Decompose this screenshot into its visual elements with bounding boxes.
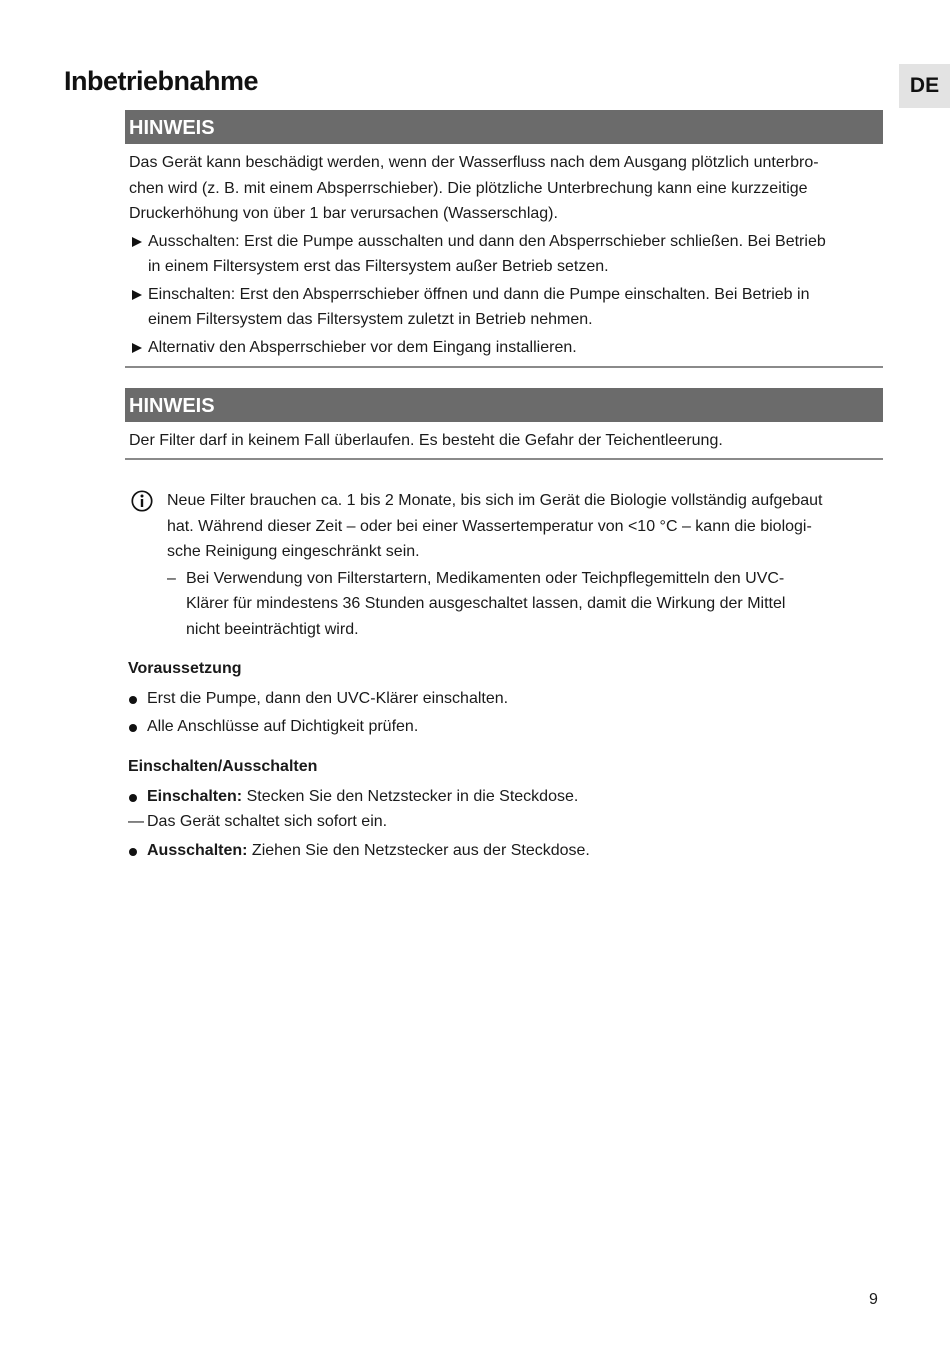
action-item (129, 229, 879, 280)
section-heading: Einschalten/Ausschalten (128, 758, 318, 775)
onoff-section (128, 754, 873, 866)
prerequisite-section (128, 656, 873, 743)
list-item (128, 686, 873, 712)
switch-on-text: Stecken Sie den Netzstecker in die Steckdose. (242, 787, 579, 805)
notice-body (125, 422, 883, 458)
info-sub-line: nicht beeinträchtigt wird. (186, 620, 359, 638)
result-marker: — (128, 813, 144, 830)
list-item (128, 838, 873, 864)
language-tab: DE (899, 64, 950, 108)
bullet-list (128, 686, 873, 740)
page-number: 9 (869, 1291, 878, 1308)
action-line: Ausschalten: Erst die Pumpe ausschalten und dann den Absperrschieber schließen. Bei Betrieb (148, 232, 826, 250)
dash-marker: – (167, 569, 176, 587)
switch-off-text: Ziehen Sie den Netzstecker aus der Steckdose. (247, 841, 590, 859)
list-item-text: Alle Anschlüsse auf Dichtigkeit prüfen. (147, 718, 419, 735)
arrow-right-icon (132, 237, 142, 247)
bullet-icon (129, 696, 137, 704)
page-title: Inbetriebnahme (64, 66, 259, 96)
list-item-text: Erst die Pumpe, dann den UVC-Klärer einschalten. (147, 689, 509, 707)
info-icon (131, 490, 153, 512)
notice-header: HINWEIS (125, 110, 883, 144)
action-line: in einem Filtersystem erst das Filtersystem außer Betrieb setzen. (148, 258, 609, 275)
notice-header: HINWEIS (125, 388, 883, 422)
arrow-right-icon (132, 290, 142, 300)
result-text: Das Gerät schaltet sich sofort ein. (147, 813, 388, 830)
switch-on-label: Einschalten: (147, 787, 243, 805)
info-block (128, 488, 873, 642)
action-list (129, 229, 879, 361)
info-sub-item (167, 566, 873, 643)
section-heading: Voraussetzung (128, 660, 242, 677)
bullet-icon (129, 794, 137, 802)
list-item (128, 714, 873, 740)
notice-box (125, 110, 883, 368)
bullet-list (128, 784, 873, 864)
bullet-icon (129, 848, 137, 856)
notice-box (125, 388, 883, 460)
info-text-line: hat. Während dieser Zeit – oder bei einer Wassertemperatur von <10 °C – kann die biologi- (167, 517, 812, 535)
list-item (128, 784, 873, 835)
info-text-line: sche Reinigung eingeschränkt sein. (167, 543, 420, 560)
notice-text: Der Filter darf in keinem Fall überlaufen. Es besteht die Gefahr der Teichentleerung. (129, 432, 723, 449)
info-text (167, 488, 873, 642)
notice-text-line: chen wird (z. B. mit einem Absperrschieber). Die plötzliche Unterbrechung kann eine kurzzeitige (129, 179, 808, 197)
notice-body (125, 144, 883, 366)
action-line: Alternativ den Absperrschieber vor dem Eingang installieren. (148, 338, 577, 356)
notice-text-line: Druckerhöhung von über 1 bar verursachen (Wasserschlag). (129, 205, 558, 222)
info-sub-line: Bei Verwendung von Filterstartern, Medikamenten oder Teichpflegemitteln den UVC- (186, 569, 785, 587)
action-item (129, 335, 879, 361)
notice-text-line: Das Gerät kann beschädigt werden, wenn der Wasserfluss nach dem Ausgang plötzlich unterbro- (129, 154, 819, 171)
info-text-line: Neue Filter brauchen ca. 1 bis 2 Monate, bis sich im Gerät die Biologie vollständig aufgebaut (167, 492, 823, 509)
bullet-icon (129, 724, 137, 732)
action-line: Einschalten: Erst den Absperrschieber öffnen und dann die Pumpe einschalten. Bei Betrieb in (148, 285, 810, 303)
action-item (129, 282, 879, 333)
arrow-right-icon (132, 343, 142, 353)
action-line: einem Filtersystem das Filtersystem zuletzt in Betrieb nehmen. (148, 311, 593, 328)
result-line (128, 809, 873, 835)
switch-off-label: Ausschalten: (147, 841, 248, 859)
info-sub-line: Klärer für mindestens 36 Stunden ausgeschaltet lassen, damit die Wirkung der Mittel (186, 595, 786, 612)
